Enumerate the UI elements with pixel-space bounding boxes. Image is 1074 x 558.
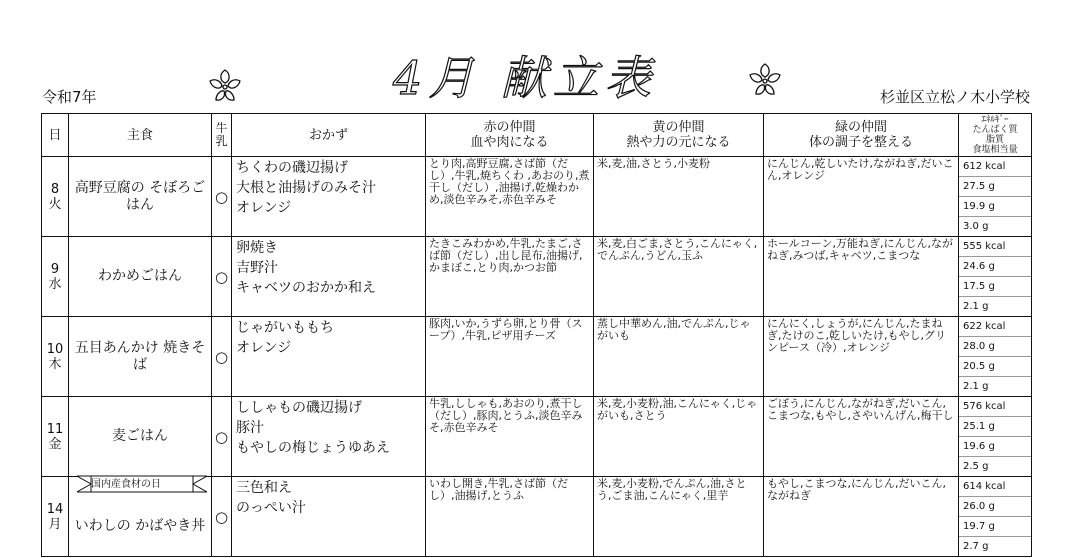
side-dish: のっぺい汁 bbox=[236, 500, 306, 516]
weekday: 月 bbox=[48, 516, 62, 532]
nutrition-cell bbox=[959, 477, 1032, 557]
green-group: ホールコーン,万能ねぎ,にんじん,ながねぎ,みつば,キャベツ,こまつな bbox=[764, 237, 959, 317]
nutrition-value: 17.5 g bbox=[959, 277, 1031, 297]
sakura-icon-right bbox=[745, 60, 785, 100]
day-cell bbox=[42, 477, 69, 557]
milk-mark: ○ bbox=[212, 397, 232, 477]
nutrition-value: 20.5 g bbox=[959, 357, 1031, 377]
nutrition-value: 3.0 g bbox=[963, 221, 989, 232]
staple-cell bbox=[69, 317, 212, 397]
side-dish: 豚汁 bbox=[236, 420, 264, 436]
nutrition-cell bbox=[959, 317, 1032, 397]
menu-row bbox=[42, 477, 1032, 557]
day-cell bbox=[42, 237, 69, 317]
red-group: いわし開き,牛乳,さば節（だし）,油揚げ,とうふ bbox=[426, 477, 594, 557]
era-label: 令和7年 bbox=[42, 88, 97, 106]
staple-dish: 高野豆腐の そぼろごはん bbox=[74, 179, 206, 213]
nutrition-cell bbox=[959, 157, 1032, 237]
nutrition-value: 612 kcal bbox=[959, 157, 1031, 177]
side-dish: オレンジ bbox=[236, 200, 292, 216]
weekday: 金 bbox=[48, 436, 62, 452]
nutrition-value: 2.5 g bbox=[963, 461, 989, 472]
staple-cell bbox=[69, 157, 212, 237]
staple-cell bbox=[69, 477, 212, 557]
side-dish: もやしの梅じょうゆあえ bbox=[236, 440, 390, 456]
menu-row bbox=[42, 237, 1032, 317]
nutrition-value: 19.6 g bbox=[959, 437, 1031, 457]
green-group: にんじん,乾しいたけ,ながねぎ,だいこん,オレンジ bbox=[764, 157, 959, 237]
side-dishes bbox=[232, 317, 426, 397]
side-dish: 卵焼き bbox=[236, 240, 278, 256]
school-name: 杉並区立松ノ木小学校 bbox=[879, 88, 1030, 106]
weekday: 木 bbox=[48, 356, 62, 372]
date: 11 bbox=[46, 421, 64, 437]
side-dishes bbox=[232, 397, 426, 477]
side-dishes bbox=[232, 157, 426, 237]
day-cell bbox=[42, 157, 69, 237]
nutrition-value: 27.5 g bbox=[959, 177, 1031, 197]
milk-mark: ○ bbox=[212, 237, 232, 317]
header-row bbox=[42, 114, 1032, 157]
page-title: 4月 献立表 bbox=[393, 51, 657, 105]
yellow-group: 蒸し中華めん,油,でんぷん,じゃがいも bbox=[594, 317, 764, 397]
side-dish: 吉野汁 bbox=[236, 260, 278, 276]
weekday: 火 bbox=[48, 196, 62, 212]
green-group: にんにく,しょうが,にんじん,たまねぎ,たけのこ,乾しいたけ,もやし,グリンピース（冷）,オレンジ bbox=[764, 317, 959, 397]
red-group: 牛乳,ししゃも,あおのり,煮干し（だし）,豚肉,とうふ,淡色辛みそ,赤色辛みそ bbox=[426, 397, 594, 477]
staple-dish: 五目あんかけ 焼きそば bbox=[74, 339, 206, 373]
menu-row bbox=[42, 157, 1032, 237]
side-dish: 三色和え bbox=[236, 480, 292, 496]
green-group: ごぼう,にんじん,ながねぎ,だいこん,こまつな,もやし,さやいんげん,梅干し bbox=[764, 397, 959, 477]
col-green: 緑の仲間 体の調子を整える bbox=[764, 114, 959, 157]
staple-dish: わかめごはん bbox=[98, 268, 182, 284]
nutrition-value: 19.9 g bbox=[959, 197, 1031, 217]
nutrition-value: 24.6 g bbox=[959, 257, 1031, 277]
nutrition-cell bbox=[959, 237, 1032, 317]
side-dish: オレンジ bbox=[236, 340, 292, 356]
milk-mark: ○ bbox=[212, 157, 232, 237]
red-group: 豚肉,いか,うずら卵,とり骨（スープ）,牛乳,ピザ用チーズ bbox=[426, 317, 594, 397]
nutrition-value: 2.1 g bbox=[963, 381, 989, 392]
side-dish: 大根と油揚げのみそ汁 bbox=[236, 180, 376, 196]
green-group: もやし,こまつな,にんじん,だいこん,ながねぎ bbox=[764, 477, 959, 557]
event-banner: 国内産食材の日 bbox=[91, 479, 161, 490]
staple-cell bbox=[69, 237, 212, 317]
staple-cell bbox=[69, 397, 212, 477]
date: 10 bbox=[46, 341, 64, 357]
menu-row bbox=[42, 317, 1032, 397]
side-dishes bbox=[232, 477, 426, 557]
date: 9 bbox=[50, 261, 60, 277]
weekday: 水 bbox=[48, 276, 62, 292]
staple-dish: いわしの かばやき丼 bbox=[74, 518, 206, 534]
col-side: おかず bbox=[232, 114, 426, 157]
nutrition-value: 2.7 g bbox=[963, 541, 989, 552]
col-yellow: 黄の仲間 熱や力の元になる bbox=[594, 114, 764, 157]
nutrition-value: 2.1 g bbox=[963, 301, 989, 312]
side-dishes bbox=[232, 237, 426, 317]
sakura-icon-left bbox=[205, 66, 245, 106]
nutrition-value: 25.1 g bbox=[959, 417, 1031, 437]
nutrition-value: 622 kcal bbox=[959, 317, 1031, 337]
staple-dish: 麦ごはん bbox=[112, 428, 168, 444]
side-dish: キャベツのおかか和え bbox=[236, 280, 376, 296]
col-red: 赤の仲間 血や肉になる bbox=[426, 114, 594, 157]
nutrition-value: 28.0 g bbox=[959, 337, 1031, 357]
menu-table bbox=[41, 113, 1032, 557]
milk-mark: ○ bbox=[212, 477, 232, 557]
nutrition-value: 614 kcal bbox=[959, 477, 1031, 497]
date: 8 bbox=[50, 181, 60, 197]
yellow-group: 米,麦,小麦粉,でんぷん,油,さとう,ごま油,こんにゃく,里芋 bbox=[594, 477, 764, 557]
milk-mark: ○ bbox=[212, 317, 232, 397]
day-cell bbox=[42, 397, 69, 477]
side-dish: ちくわの磯辺揚げ bbox=[236, 160, 348, 176]
col-milk: 牛 乳 bbox=[212, 114, 232, 157]
day-cell bbox=[42, 317, 69, 397]
yellow-group: 米,麦,白ごま,さとう,こんにゃく,でんぷん,うどん,玉ふ bbox=[594, 237, 764, 317]
side-dish: ししゃもの磯辺揚げ bbox=[236, 400, 362, 416]
nutrition-value: 26.0 g bbox=[959, 497, 1031, 517]
nutrition-cell bbox=[959, 397, 1032, 477]
nutrition-value: 576 kcal bbox=[959, 397, 1031, 417]
date: 14 bbox=[46, 501, 64, 517]
red-group: とり肉,高野豆腐,さば節（だし）,牛乳,焼ちくわ ,あおのり,煮干し（だし）,油揚げ,乾燥わかめ,淡色辛みそ,赤色辛みそ bbox=[426, 157, 594, 237]
red-group: たきこみわかめ,牛乳,たまご,さば節（だし）,出し昆布,油揚げ,かまぼこ,とり肉,かつお節 bbox=[426, 237, 594, 317]
nutrition-value: 555 kcal bbox=[959, 237, 1031, 257]
menu-row bbox=[42, 397, 1032, 477]
col-staple: 主食 bbox=[69, 114, 212, 157]
yellow-group: 米,麦,小麦粉,油,こんにゃく,じゃがいも,さとう bbox=[594, 397, 764, 477]
yellow-group: 米,麦,油,さとう,小麦粉 bbox=[594, 157, 764, 237]
col-day: 日 bbox=[42, 114, 69, 157]
nutrition-value: 19.7 g bbox=[959, 517, 1031, 537]
col-nutrition: ｴﾈﾙｷﾞｰ たんぱく質 脂質 食塩相当量 bbox=[959, 114, 1032, 157]
side-dish: じゃがいももち bbox=[236, 320, 334, 336]
